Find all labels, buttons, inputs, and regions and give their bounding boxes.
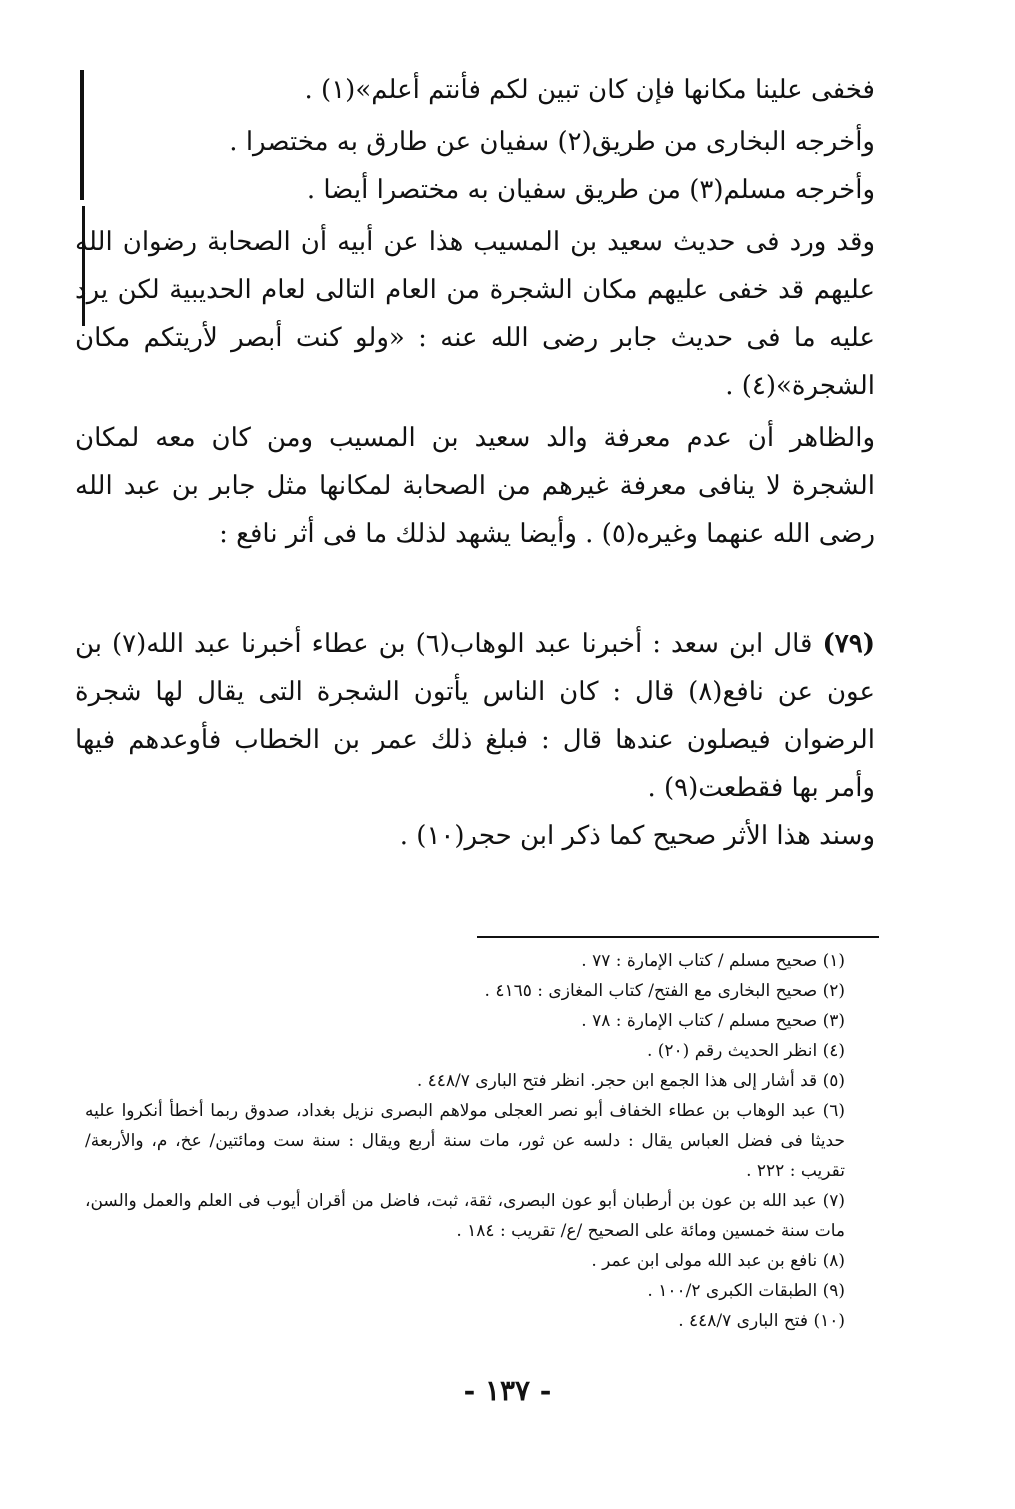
footnote-divider (477, 936, 879, 938)
athar-text: قال ابن سعد : أخبرنا عبد الوهاب(٦) بن عطاء أخبرنا عبد الله(٧) بن عون عن نافع(٨) قال : كان الناس يأتون الشجرة التى يقال لها شجرة الرضوان فيصلون عندها قال : فبلغ ذلك عمر بن الخطاب فأوعدهم فيها وأمر بها فقطعت(٩) . (75, 629, 875, 803)
footnote-3: (٣) صحيح مسلم / كتاب الإمارة : ٧٨ . (581, 1011, 845, 1031)
footnotes (85, 946, 845, 1336)
footnote-10: (١٠) فتح البارى ٤٤٨/٧ . (678, 1311, 845, 1331)
paragraph-3: وأخرجه مسلم(٣) من طريق سفيان به مختصرا أيضا . (306, 175, 875, 205)
footnote-8: (٨) نافع بن عبد الله مولى ابن عمر . (591, 1251, 845, 1271)
footnote-7: (٧) عبد الله بن عون بن أرطبان أبو عون البصرى، ثقة، ثبت، فاضل من أقران أيوب فى العلم والعمل والسن، مات سنة خمسين ومائة على الصحيح /ع/ تقريب : ١٨٤ . (85, 1191, 845, 1241)
footnote-6: (٦) عبد الوهاب بن عطاء الخفاف أبو نصر العجلى مولاهم البصرى نزيل بغداد، صدوق ربما أخطأ أنكروا عليه حديثا فى فضل العباس يقال : دلسه عن ثور، مات سنة أربع ويقال : سنة ست ومائتين/ عخ، م، والأربعة/ تقريب : ٢٢٢ . (85, 1101, 845, 1181)
athar-paragraph (75, 620, 875, 812)
closing-paragraph: وسند هذا الأثر صحيح كما ذكر ابن حجر(١٠) . (399, 821, 875, 851)
main-text (75, 66, 875, 860)
footnote-9: (٩) الطبقات الكبرى ١٠٠/٢ . (647, 1281, 845, 1301)
footnote-2: (٢) صحيح البخارى مع الفتح/ كتاب المغازى : ٤١٦٥ . (484, 981, 845, 1001)
footnote-4: (٤) انظر الحديث رقم (٢٠) . (646, 1041, 845, 1061)
paragraph-2: وأخرجه البخارى من طريق(٢) سفيان عن طارق به مختصرا . (229, 127, 875, 157)
paragraph-1: فخفى علينا مكانها فإن كان تبين لكم فأنتم أعلم»(١) . (304, 75, 875, 105)
paragraph-4: وقد ورد فى حديث سعيد بن المسيب هذا عن أبيه أن الصحابة رضوان الله عليهم قد خفى عليهم مكان الشجرة من العام التالى لعام الحديبية لكن يرد عليه ما فى حديث جابر رضى الله عنه : «ولو كنت أبصر لأريتكم مكان الشجرة»(٤) . (75, 227, 875, 401)
footnote-5: (٥) قد أشار إلى هذا الجمع ابن حجر. انظر فتح البارى ٤٤٨/٧ . (416, 1071, 845, 1091)
athar-number: (٧٩) (822, 629, 875, 659)
page-number: - ١٣٧ - (463, 1374, 552, 1407)
paragraph-5: والظاهر أن عدم معرفة والد سعيد بن المسيب ومن كان معه لمكان الشجرة لا ينافى معرفة غيرهم من الصحابة لمكانها مثل جابر بن عبد الله رضى الله عنهما وغيره(٥) . وأيضا يشهد لذلك ما فى أثر نافع : (75, 423, 875, 549)
footnote-1: (١) صحيح مسلم / كتاب الإمارة : ٧٧ . (581, 951, 845, 971)
